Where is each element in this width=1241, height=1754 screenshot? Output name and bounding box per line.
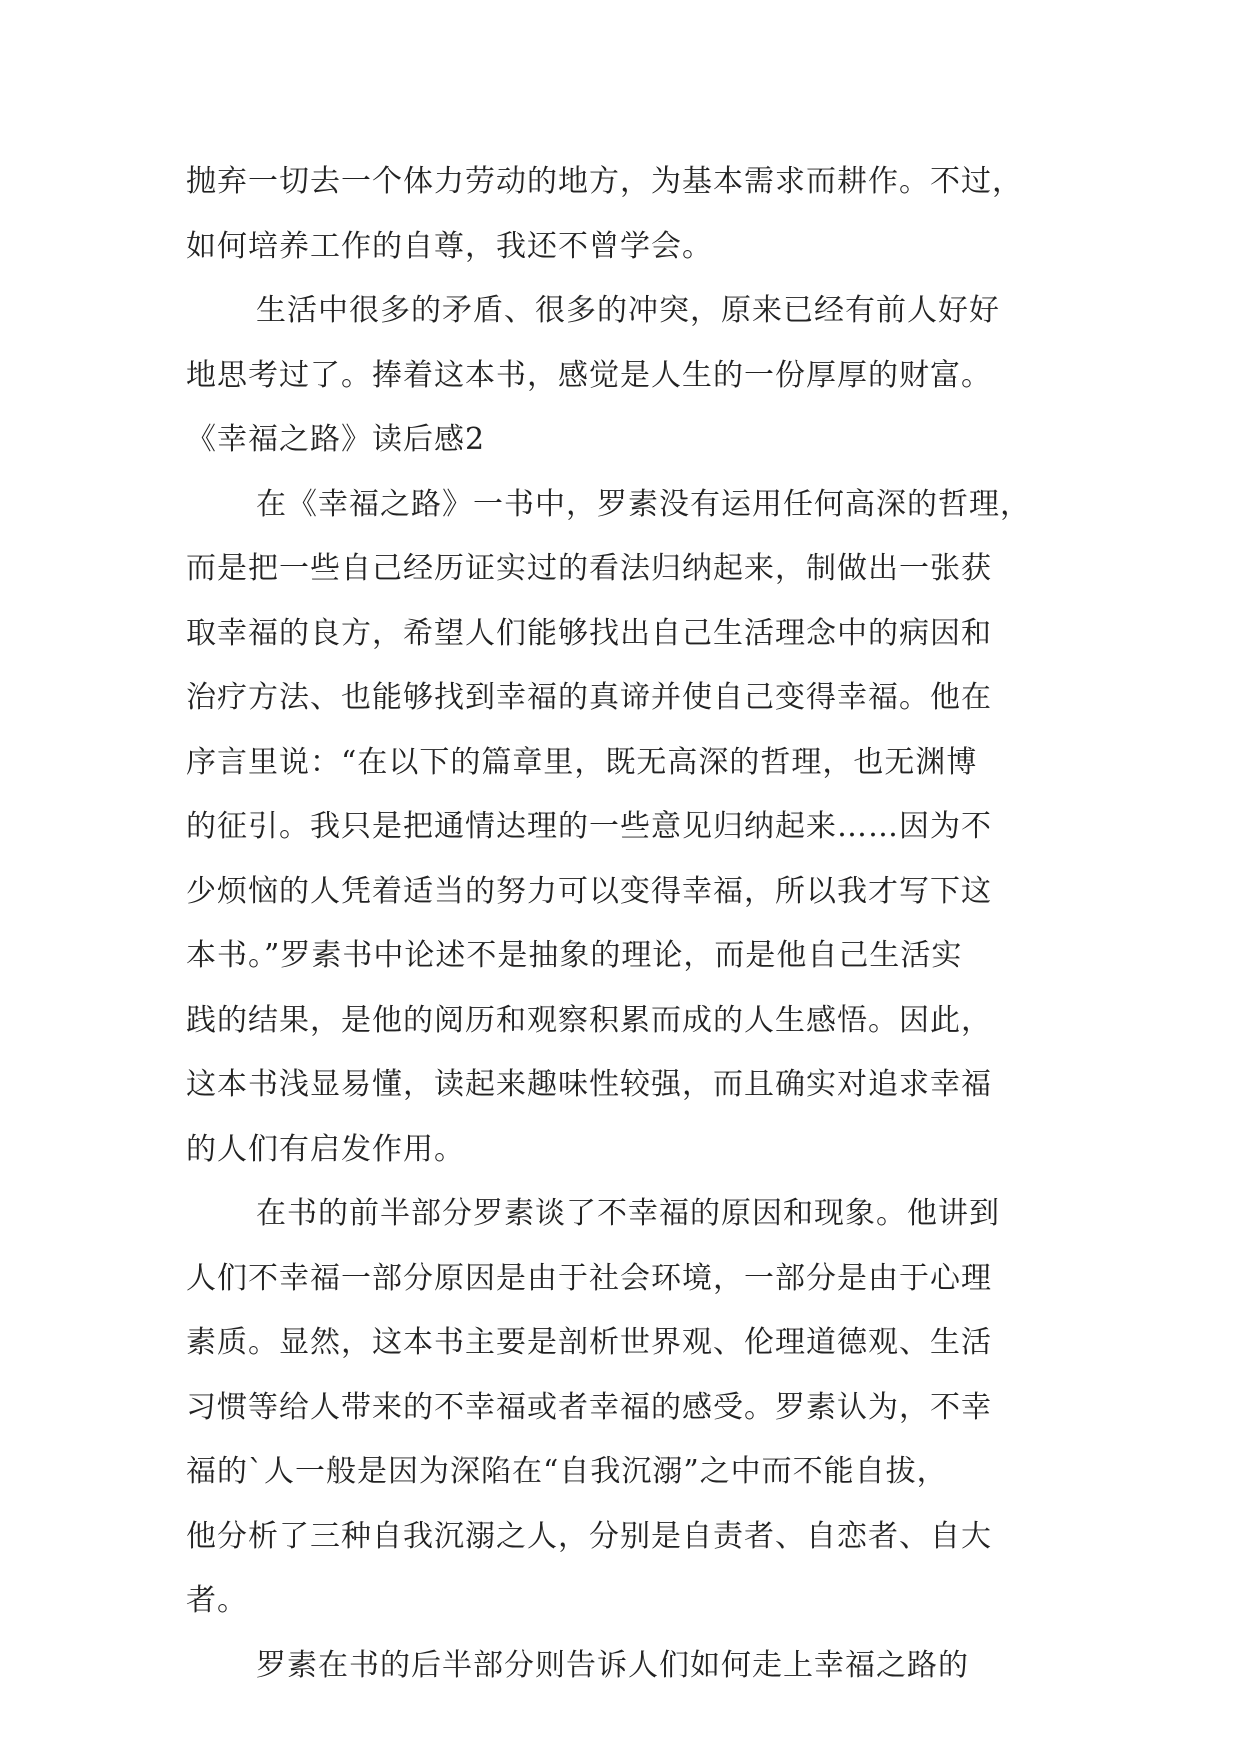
text-line: 的人们有启发作用。 (186, 1131, 465, 1167)
text-line: 在《幸福之路》一书中，罗素没有运用任何高深的哲理， (256, 486, 1031, 522)
text-line: 而是把一些自己经历证实过的看法归纳起来，制做出一张获 (186, 551, 992, 586)
text-line: 生活中很多的矛盾、很多的冲突，原来已经有前人好好 (256, 293, 1000, 328)
text-line: 福的`人一般是因为深陷在“自我沉溺”之中而不能自拔， (186, 1454, 948, 1489)
text-line: 在书的前半部分罗素谈了不幸福的原因和现象。他讲到 (256, 1196, 1000, 1231)
text-line: 素质。显然，这本书主要是剖析世界观、伦理道德观、生活 (186, 1325, 992, 1360)
text-line: 的征引。我只是把通情达理的一些意见归纳起来……因为不 (186, 809, 992, 844)
text-line: 如何培养工作的自尊，我还不曾学会。 (186, 228, 713, 264)
text-line: 罗素在书的后半部分则告诉人们如何走上幸福之路的 (256, 1647, 969, 1683)
text-line: 治疗方法、也能够找到幸福的真谛并使自己变得幸福。他在 (186, 680, 992, 715)
text-line: 抛弃一切去一个体力劳动的地方，为基本需求而耕作。不过， (186, 164, 1023, 199)
text-line: 习惯等给人带来的不幸福或者幸福的感受。罗素认为，不幸 (186, 1389, 992, 1425)
text-line: 践的结果，是他的阅历和观察积累而成的人生感悟。因此， (186, 1002, 992, 1038)
text-line: 人们不幸福一部分原因是由于社会环境，一部分是由于心理 (186, 1260, 992, 1296)
section-heading: 《幸福之路》读后感2 (186, 422, 486, 457)
text-line: 本书。”罗素书中论述不是抽象的理论，而是他自己生活实 (186, 938, 963, 973)
text-line: 少烦恼的人凭着适当的努力可以变得幸福，所以我才写下这 (186, 873, 992, 909)
text-line: 序言里说：“在以下的篇章里，既无高深的哲理，也无渊博 (186, 744, 978, 780)
text-line: 他分析了三种自我沉溺之人，分别是自责者、自恋者、自大 (186, 1518, 992, 1554)
text-line: 者。 (186, 1583, 248, 1618)
document-body (186, 150, 1066, 1698)
text-line: 地思考过了。捧着这本书，感觉是人生的一份厚厚的财富。 (186, 357, 992, 393)
text-line: 取幸福的良方，希望人们能够找出自己生活理念中的病因和 (186, 615, 992, 651)
text-line: 这本书浅显易懂，读起来趣味性较强，而且确实对追求幸福 (186, 1067, 992, 1102)
